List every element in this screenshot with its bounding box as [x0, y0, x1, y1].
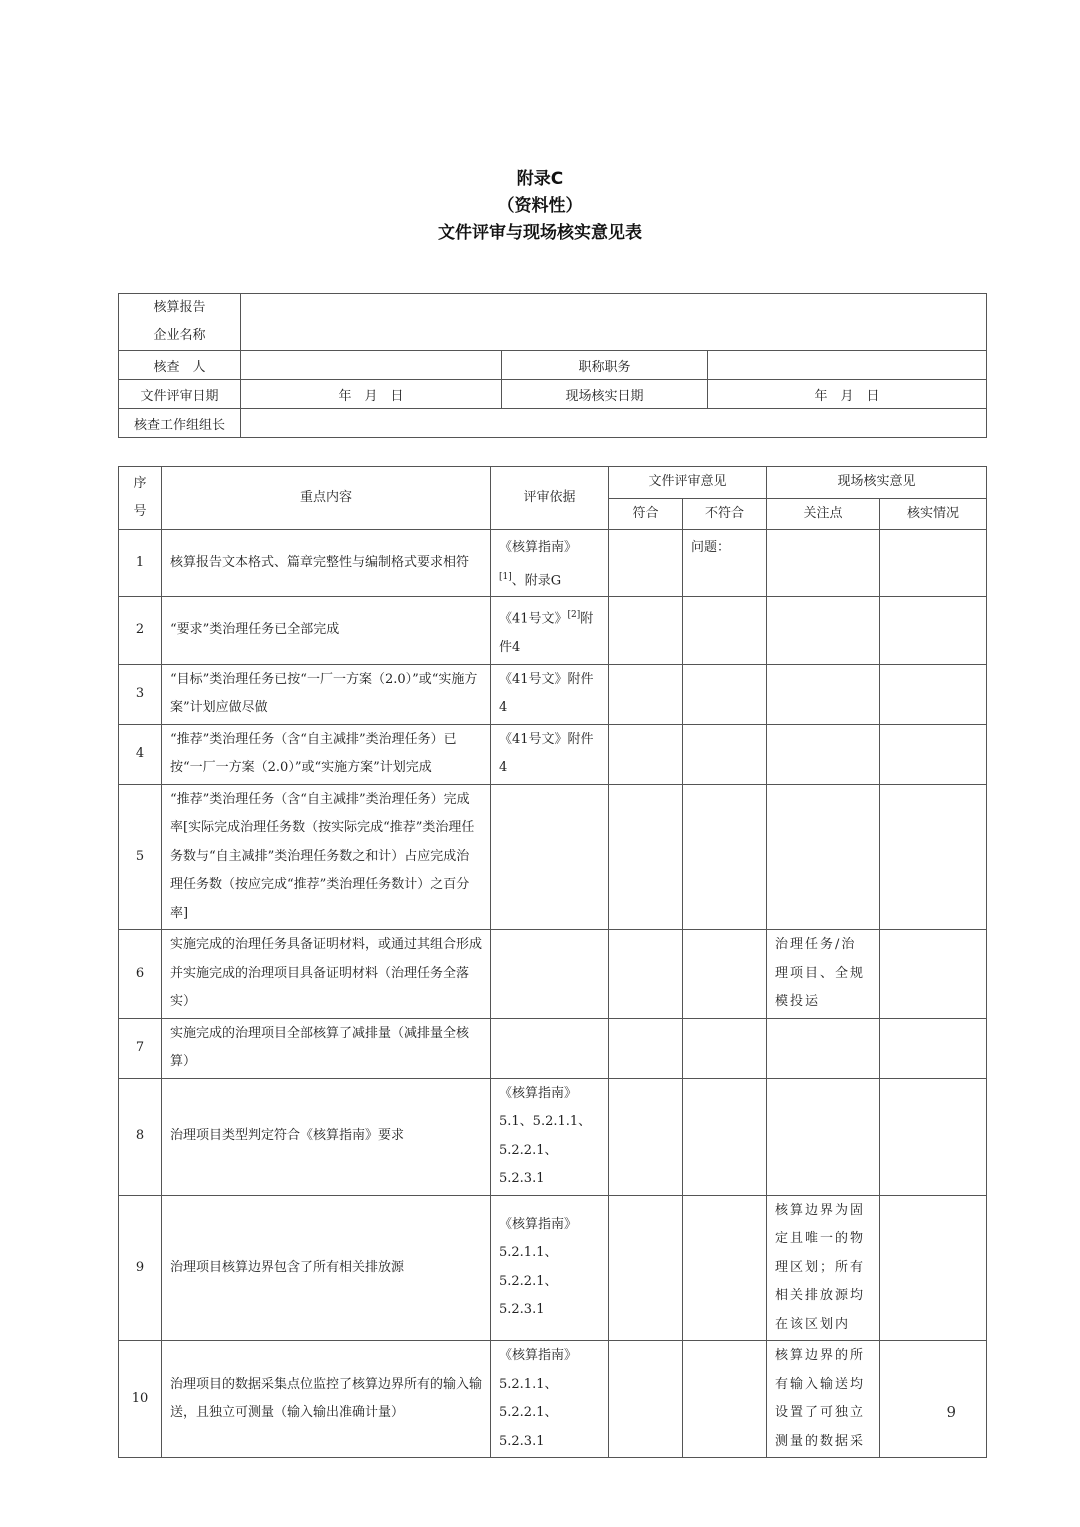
row-content: “推荐”类治理任务（含“自主减排”类治理任务）完成率[实际完成治理任务数（按实际完成“推荐”类治理任务数与“自主减排”类治理任务数之和计）占应完成治理任务数（按应完成“推荐”类治理任务数计）之百分率]: [162, 784, 491, 930]
company-name-label: [119, 294, 241, 351]
row-verify[interactable]: [880, 530, 987, 597]
row-basis: [491, 930, 609, 1019]
position-label: 职称职务: [502, 351, 708, 380]
header-review-opinion: 文件评审意见: [609, 467, 767, 499]
header-nonconform: 不符合: [683, 498, 767, 530]
row-focus[interactable]: 治理任务/治理项目、全规模投运: [767, 930, 880, 1019]
row-content: 实施完成的治理任务具备证明材料，或通过其组合形成并实施完成的治理项目具备证明材料（治理任务全落实）: [162, 930, 491, 1019]
row-basis: 《41号文》附件4: [491, 724, 609, 784]
header-no-label: 序号: [133, 475, 147, 519]
row-nonconform[interactable]: [683, 1018, 767, 1078]
row-no: 1: [119, 530, 162, 597]
table-row: [119, 1341, 987, 1458]
row-basis: 《核算指南》5.2.1.1、5.2.2.1、5.2.3.1: [491, 1341, 609, 1458]
row-focus[interactable]: 核算边界的所有输入输送均设置了可独立测量的数据采: [767, 1341, 880, 1458]
table-row: [119, 530, 987, 597]
row-verify[interactable]: [880, 784, 987, 930]
row-conform[interactable]: [609, 930, 683, 1019]
row-no: 10: [119, 1341, 162, 1458]
row-no: 8: [119, 1078, 162, 1195]
row-content: “推荐”类治理任务（含“自主减排”类治理任务）已按“一厂一方案（2.0）”或“实施方案”计划完成: [162, 724, 491, 784]
row-verify[interactable]: [880, 1195, 987, 1341]
row-content: 治理项目的数据采集点位监控了核算边界所有的输入输送，且独立可测量（输入输出准确计量）: [162, 1341, 491, 1458]
site-date-field[interactable]: 年 月 日: [708, 380, 987, 409]
row-focus[interactable]: [767, 664, 880, 724]
row-nonconform[interactable]: 问题：: [683, 530, 767, 597]
row-no: 5: [119, 784, 162, 930]
table-row: [119, 1078, 987, 1195]
row-basis: 《核算指南》5.1、5.2.1.1、5.2.2.1、5.2.3.1: [491, 1078, 609, 1195]
row-verify[interactable]: [880, 664, 987, 724]
company-name-field[interactable]: [241, 294, 987, 351]
review-table: [118, 466, 987, 1458]
header-conform: 符合: [609, 498, 683, 530]
page-header: [0, 166, 1080, 247]
header-basis: 评审依据: [491, 467, 609, 530]
table-row: [119, 930, 987, 1019]
row-verify[interactable]: [880, 930, 987, 1019]
row-conform[interactable]: [609, 724, 683, 784]
company-name-label-line2: 企业名称: [153, 328, 206, 343]
row-nonconform[interactable]: [683, 1341, 767, 1458]
row-content: “目标”类治理任务已按“一厂一方案（2.0）”或“实施方案”计划应做尽做: [162, 664, 491, 724]
row-conform[interactable]: [609, 1078, 683, 1195]
row-content: 治理项目核算边界包含了所有相关排放源: [162, 1195, 491, 1341]
row-nonconform[interactable]: [683, 784, 767, 930]
row-basis: [491, 1018, 609, 1078]
row-conform[interactable]: [609, 1018, 683, 1078]
row-focus[interactable]: [767, 1078, 880, 1195]
row-conform[interactable]: [609, 597, 683, 664]
position-field[interactable]: [708, 351, 987, 380]
table-row: [119, 1195, 987, 1341]
leader-field[interactable]: [241, 409, 987, 438]
row-no: 4: [119, 724, 162, 784]
row-content: 核算报告文本格式、篇章完整性与编制格式要求相符: [162, 530, 491, 597]
leader-label: 核查工作组组长: [119, 409, 241, 438]
row-conform[interactable]: [609, 664, 683, 724]
row-focus[interactable]: [767, 724, 880, 784]
appendix-nature: （资料性）: [497, 196, 583, 216]
row-verify[interactable]: [880, 1078, 987, 1195]
row-content: 治理项目类型判定符合《核算指南》要求: [162, 1078, 491, 1195]
row-focus[interactable]: [767, 530, 880, 597]
row-nonconform[interactable]: [683, 724, 767, 784]
table-row: [119, 664, 987, 724]
row-focus[interactable]: [767, 784, 880, 930]
row-basis: 《核算指南》5.2.1.1、5.2.2.1、5.2.3.1: [491, 1195, 609, 1341]
review-date-label: 文件评审日期: [119, 380, 241, 409]
table-row: [119, 724, 987, 784]
site-date-label: 现场核实日期: [502, 380, 708, 409]
row-nonconform[interactable]: [683, 1078, 767, 1195]
company-name-label-line1: 核算报告: [153, 300, 206, 315]
row-no: 2: [119, 597, 162, 664]
row-content: 实施完成的治理项目全部核算了减排量（减排量全核算）: [162, 1018, 491, 1078]
row-basis: 《41号文》[2]附件4: [491, 597, 609, 664]
appendix-label: 附录C: [516, 169, 564, 189]
page-number: 9: [946, 1403, 956, 1421]
row-content: “要求”类治理任务已全部完成: [162, 597, 491, 664]
row-verify[interactable]: [880, 1018, 987, 1078]
row-basis: [491, 784, 609, 930]
header-focus: 关注点: [767, 498, 880, 530]
checker-field[interactable]: [241, 351, 502, 380]
row-focus[interactable]: 核算边界为固定且唯一的物理区划；所有相关排放源均在该区划内: [767, 1195, 880, 1341]
row-conform[interactable]: [609, 784, 683, 930]
row-nonconform[interactable]: [683, 664, 767, 724]
table-row: [119, 1018, 987, 1078]
row-no: 3: [119, 664, 162, 724]
row-focus[interactable]: [767, 597, 880, 664]
table-row: [119, 597, 987, 664]
page-title: 文件评审与现场核实意见表: [438, 223, 642, 243]
row-conform[interactable]: [609, 530, 683, 597]
row-conform[interactable]: [609, 1341, 683, 1458]
row-focus[interactable]: [767, 1018, 880, 1078]
row-nonconform[interactable]: [683, 930, 767, 1019]
row-basis: 《核算指南》[1]、附录G: [491, 530, 609, 597]
row-no: 7: [119, 1018, 162, 1078]
header-no: [119, 467, 162, 530]
checker-label: 核查 人: [119, 351, 241, 380]
row-conform[interactable]: [609, 1195, 683, 1341]
row-verify[interactable]: [880, 724, 987, 784]
row-no: 6: [119, 930, 162, 1019]
row-nonconform[interactable]: [683, 597, 767, 664]
header-content: 重点内容: [162, 467, 491, 530]
row-nonconform[interactable]: [683, 1195, 767, 1341]
row-basis: 《41号文》附件4: [491, 664, 609, 724]
review-date-field[interactable]: 年 月 日: [241, 380, 502, 409]
header-site-opinion: 现场核实意见: [767, 467, 987, 499]
row-no: 9: [119, 1195, 162, 1341]
table-row: [119, 784, 987, 930]
row-verify[interactable]: [880, 1341, 987, 1458]
header-verify: 核实情况: [880, 498, 987, 530]
info-table: [118, 293, 987, 438]
row-verify[interactable]: [880, 597, 987, 664]
